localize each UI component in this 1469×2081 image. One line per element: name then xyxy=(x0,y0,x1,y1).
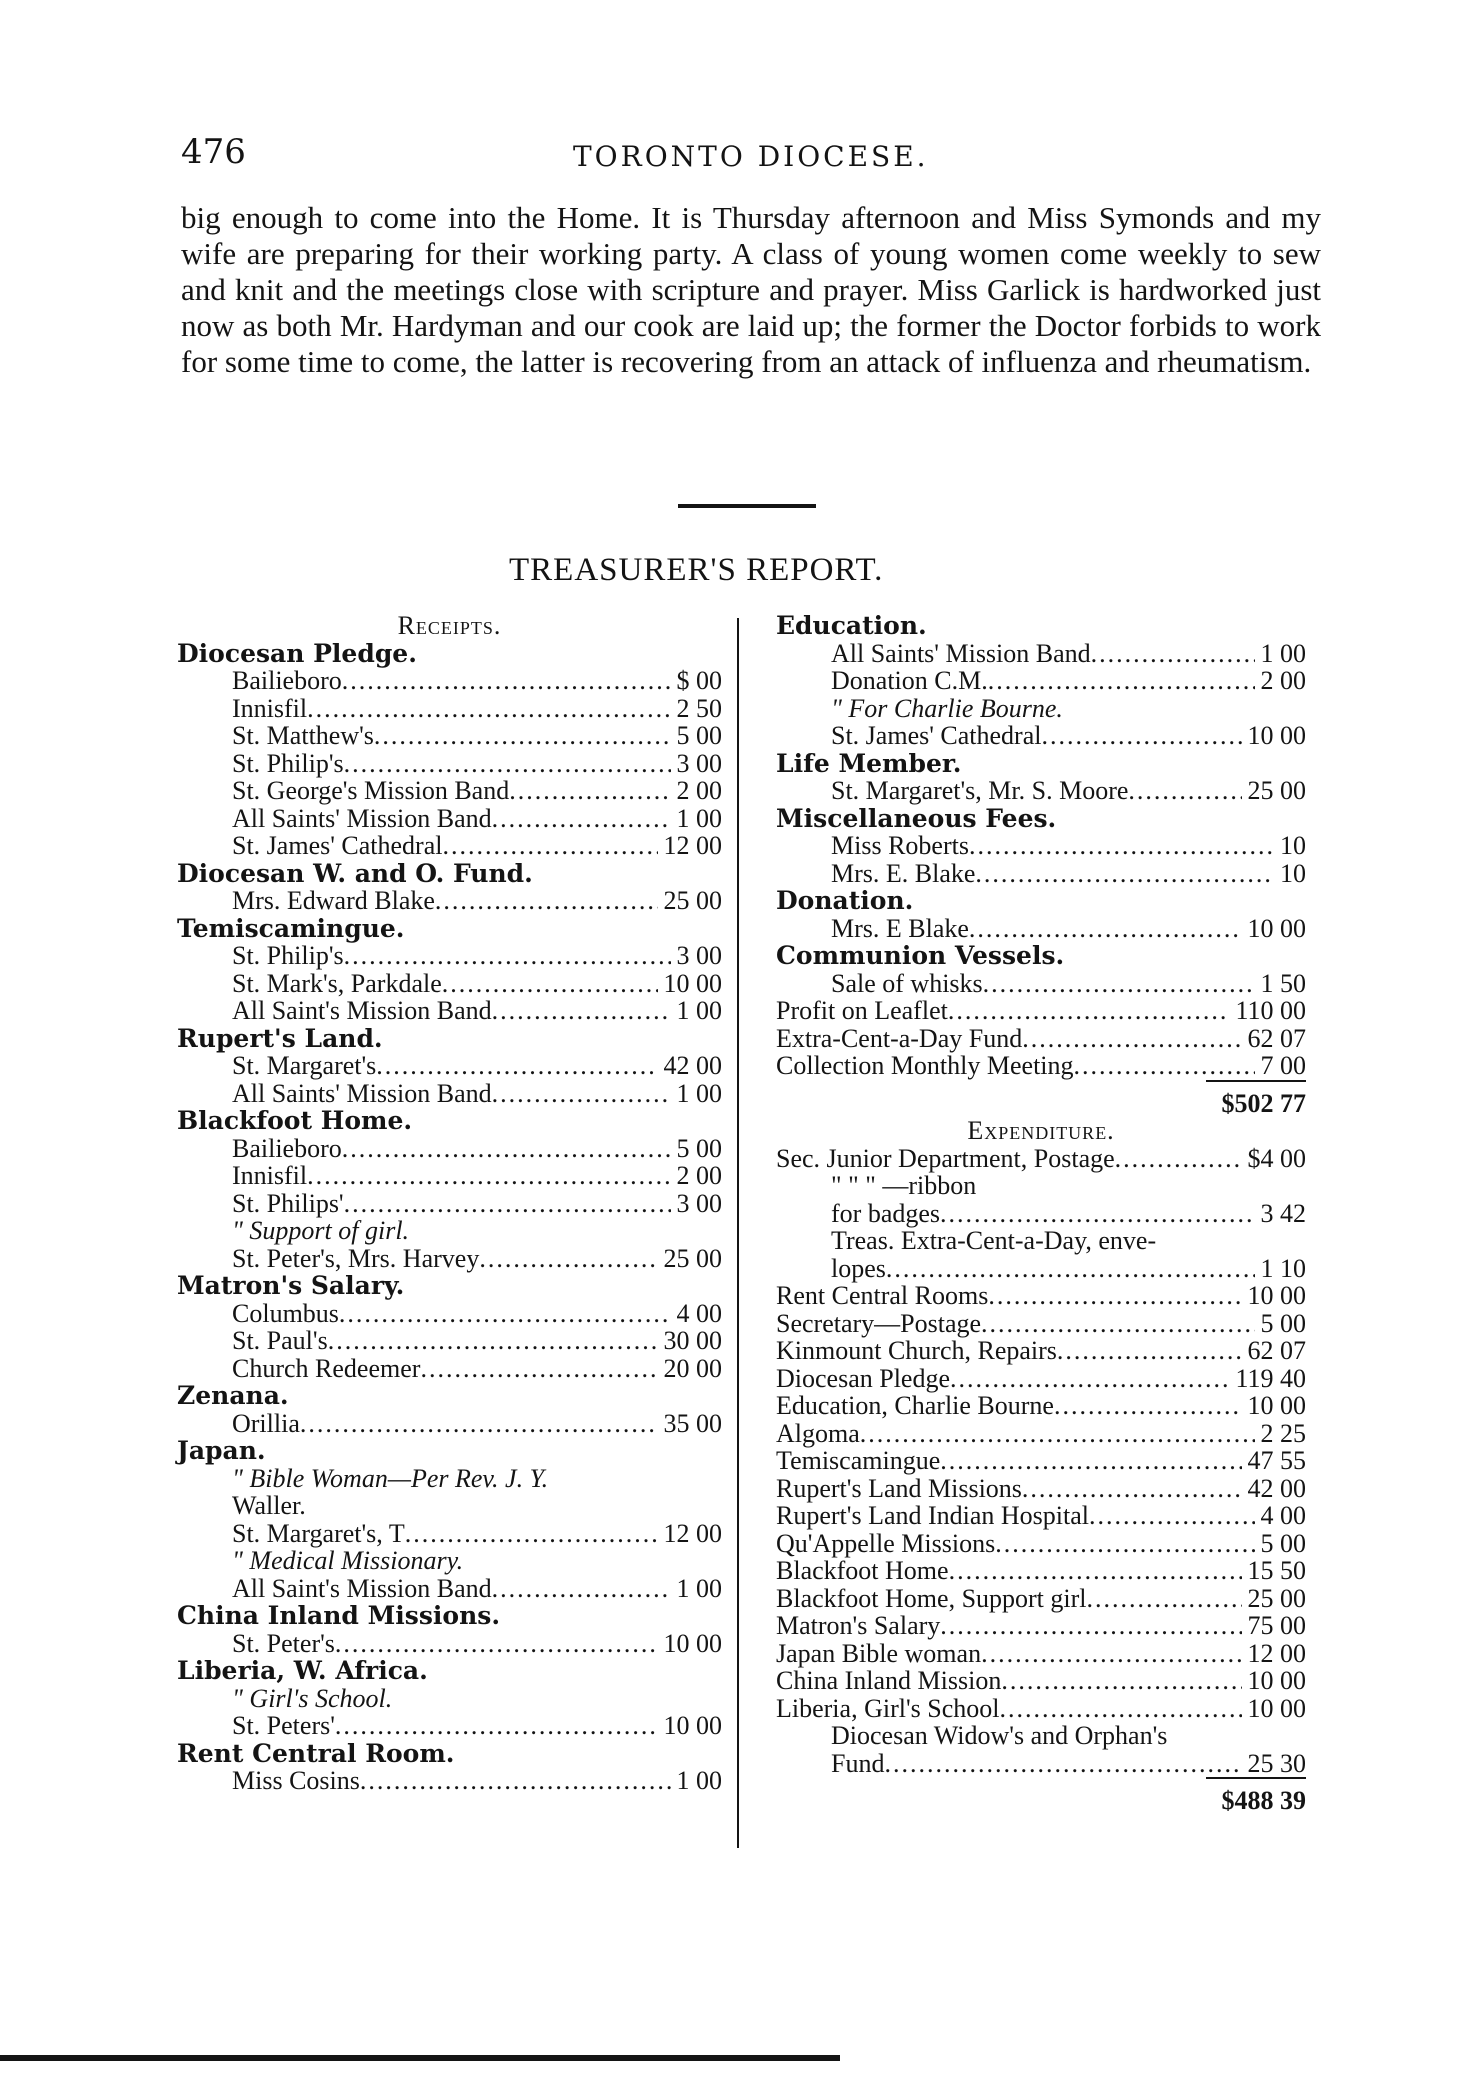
entry-label: Church Redeemer xyxy=(232,1353,421,1383)
entry-label: " " " —ribbon xyxy=(831,1171,977,1200)
account-heading xyxy=(776,887,1306,915)
account-heading xyxy=(177,1437,722,1465)
entry-label: Donation C.M. xyxy=(831,666,988,695)
entry-label: St. Peter's, Mrs. Harvey xyxy=(232,1243,480,1273)
entry-amount: 10 00 xyxy=(663,1711,722,1740)
ledger-row xyxy=(177,750,722,778)
entry-amount: 47 55 xyxy=(1247,1446,1306,1475)
leader-dots xyxy=(1087,1585,1242,1613)
entry-amount: 5 00 xyxy=(1260,1528,1306,1558)
entry-label: Profit on Leaflet xyxy=(776,996,948,1025)
entry-amount: 25 30 xyxy=(1247,1748,1306,1778)
leader-dots xyxy=(492,1080,671,1108)
leader-dots xyxy=(1054,1392,1242,1420)
entry-label: Mrs. E Blake xyxy=(831,913,969,943)
entry-label: Japan. xyxy=(177,1436,266,1465)
ledger-row xyxy=(177,1327,722,1355)
account-heading xyxy=(177,1602,722,1630)
entry-label: Innisfil xyxy=(232,1161,308,1190)
leader-dots xyxy=(328,1327,658,1355)
entry-amount: 25 00 xyxy=(1247,776,1306,805)
ledger-row xyxy=(177,1190,722,1218)
entry-label: Temiscamingue. xyxy=(177,913,405,943)
sum-rule xyxy=(1206,1080,1306,1090)
entry-label: Japan Bible woman xyxy=(776,1638,982,1668)
ledger-row xyxy=(177,695,722,723)
running-head: TORONTO DIOCESE. xyxy=(573,140,929,173)
leader-dots xyxy=(1001,1667,1241,1695)
entry-amount: 10 00 xyxy=(663,1628,722,1658)
entry-label: Qu'Appelle Missions xyxy=(776,1528,996,1558)
ledger-row xyxy=(177,942,722,970)
ledger-row xyxy=(177,1355,722,1383)
ledger-row xyxy=(776,1052,1306,1080)
entry-label: Sec. Junior Department, Postage xyxy=(776,1143,1115,1173)
ledger-row xyxy=(776,970,1306,998)
leader-dots xyxy=(969,832,1274,860)
entry-amount: 1 00 xyxy=(676,1078,722,1108)
entry-label: Blackfoot Home. xyxy=(177,1106,413,1135)
entry-label: St. Philip's xyxy=(232,941,344,970)
text-row xyxy=(776,1227,1306,1255)
leader-dots xyxy=(1057,1337,1242,1365)
entry-amount: 1 00 xyxy=(1260,638,1306,668)
entry-label: Diocesan Pledge. xyxy=(177,638,417,668)
entry-label: Treas. Extra-Cent-a-Day, enve- xyxy=(831,1226,1157,1255)
leader-dots xyxy=(492,805,671,833)
ledger-row xyxy=(776,1695,1306,1723)
entry-amount: 25 00 xyxy=(1247,1583,1306,1613)
ledger-row xyxy=(177,1052,722,1080)
entry-label: St. Margaret's xyxy=(232,1051,377,1080)
entry-label: St. George's Mission Band xyxy=(232,776,510,805)
leader-dots xyxy=(988,1282,1241,1310)
entry-amount: 2 00 xyxy=(676,1161,722,1190)
entry-label: Fund xyxy=(831,1748,885,1778)
account-heading xyxy=(776,750,1306,778)
entry-label: St. Peters' xyxy=(232,1711,335,1740)
leader-dots xyxy=(374,722,671,750)
entry-amount: 2 00 xyxy=(676,776,722,805)
ledger-row xyxy=(177,1135,722,1163)
ledger-row xyxy=(177,722,722,750)
leader-dots xyxy=(442,970,658,998)
right-column xyxy=(776,612,1306,1815)
entry-amount: 1 00 xyxy=(676,1766,722,1795)
ledger-row xyxy=(177,997,722,1025)
entry-label: Miscellaneous Fees. xyxy=(776,803,1057,833)
ledger-row xyxy=(776,1025,1306,1053)
leader-dots xyxy=(1128,777,1241,805)
entry-label: Miss Cosins xyxy=(232,1766,360,1795)
leader-dots xyxy=(940,1612,1241,1640)
note-row xyxy=(177,1547,722,1575)
account-heading xyxy=(177,1025,722,1053)
ledger-row xyxy=(776,1255,1306,1283)
leader-dots xyxy=(860,1420,1255,1448)
ledger-row xyxy=(177,832,722,860)
ledger-row xyxy=(177,1575,722,1603)
note-row xyxy=(177,1465,722,1493)
entry-amount: 5 00 xyxy=(1260,1308,1306,1338)
leader-dots xyxy=(981,1640,1241,1668)
entry-label: St. James' Cathedral xyxy=(232,831,443,860)
entry-label: St. Margaret's, Mr. S. Moore xyxy=(831,776,1129,805)
ledger-row xyxy=(776,1447,1306,1475)
entry-amount: 10 xyxy=(1280,858,1306,888)
ledger-row xyxy=(776,1145,1306,1173)
leader-dots xyxy=(335,1630,658,1658)
entry-label: Diocesan W. and O. Fund. xyxy=(177,858,533,888)
leader-dots xyxy=(949,1557,1242,1585)
entry-label: Zenana. xyxy=(177,1381,289,1410)
leader-dots xyxy=(376,1052,657,1080)
entry-label: Bailieboro xyxy=(232,1133,342,1163)
entry-amount: 2 25 xyxy=(1260,1418,1306,1448)
entry-amount: 10 00 xyxy=(1247,913,1306,943)
entry-label: St. Mark's, Parkdale xyxy=(232,968,442,998)
entry-amount: 10 xyxy=(1280,831,1306,860)
entry-label: Rupert's Land. xyxy=(177,1023,383,1053)
entry-amount: 119 40 xyxy=(1235,1363,1306,1393)
ledger-row xyxy=(776,1337,1306,1365)
entry-amount: 25 00 xyxy=(663,886,722,915)
leader-dots xyxy=(995,1530,1254,1558)
account-heading xyxy=(177,915,722,943)
leader-dots xyxy=(1022,1475,1242,1503)
text-row xyxy=(776,1722,1306,1750)
entry-amount: 75 00 xyxy=(1247,1611,1306,1640)
entry-label: Donation. xyxy=(776,886,914,915)
entry-amount: 25 00 xyxy=(663,1243,722,1273)
entry-amount: 10 00 xyxy=(1247,1281,1306,1310)
account-heading xyxy=(177,1272,722,1300)
entry-label: lopes xyxy=(831,1253,886,1283)
entry-amount: 12 00 xyxy=(663,1518,722,1548)
ledger-row xyxy=(776,1585,1306,1613)
entry-label: All Saints' Mission Band xyxy=(232,803,492,833)
entry-label: for badges xyxy=(831,1198,941,1228)
entry-label: Diocesan Widow's and Orphan's xyxy=(831,1721,1168,1750)
entry-label: St. Philips' xyxy=(232,1188,344,1218)
entry-amount: 62 07 xyxy=(1247,1023,1306,1053)
leader-dots xyxy=(344,1190,671,1218)
expenditure-total: $488 39 xyxy=(1221,1786,1306,1815)
leader-dots xyxy=(509,777,670,805)
intro-paragraph: big enough to come into the Home. It is Thursday afternoon and Miss Symonds and my wife are preparing for their working party. A class of young women come weekly to sew and knit and the meetings close with scripture and prayer. Miss Garlick is hardworked just now as both Mr. Hardyman and our cook are laid up; the former the Doctor forbids to work for some time to come, the latter is recovering from an attack of influenza and rheumatism. xyxy=(181,200,1321,379)
entry-amount: 12 00 xyxy=(1247,1638,1306,1668)
ledger-row xyxy=(177,1410,722,1438)
entry-label: Blackfoot Home xyxy=(776,1556,949,1585)
entry-label: Extra-Cent-a-Day Fund xyxy=(776,1023,1023,1053)
entry-amount: 10 00 xyxy=(663,968,722,998)
ledger-row xyxy=(177,1630,722,1658)
account-heading xyxy=(177,860,722,888)
ledger-row xyxy=(177,1162,722,1190)
ledger-row xyxy=(177,777,722,805)
leader-dots xyxy=(442,832,657,860)
entry-label: Rent Central Room. xyxy=(177,1738,455,1768)
ledger-row xyxy=(177,887,722,915)
entry-label: Secretary—Postage xyxy=(776,1308,982,1338)
ledger-row xyxy=(177,1712,722,1740)
ledger-row xyxy=(776,667,1306,695)
leader-dots xyxy=(344,750,671,778)
account-heading xyxy=(177,640,722,668)
entry-label: Temiscamingue xyxy=(776,1446,941,1475)
ledger-row xyxy=(177,1767,722,1795)
leader-dots xyxy=(884,1750,1241,1778)
entry-label: St. Matthew's xyxy=(232,721,374,750)
ledger-row xyxy=(177,970,722,998)
leader-dots xyxy=(983,970,1255,998)
expenditure-heading: Expenditure. xyxy=(967,1116,1115,1145)
entry-label: China Inland Missions. xyxy=(177,1601,501,1630)
leader-dots xyxy=(300,1410,658,1438)
entry-amount: $ 00 xyxy=(676,666,722,695)
ledger-row xyxy=(177,1520,722,1548)
entry-amount: 10 00 xyxy=(1247,721,1306,750)
leader-dots xyxy=(492,1575,671,1603)
leader-dots xyxy=(405,1520,658,1548)
entry-label: " Girl's School. xyxy=(232,1683,393,1713)
report-title: TREASURER'S REPORT. xyxy=(509,552,884,588)
leader-dots xyxy=(969,915,1242,943)
entry-label: St. James' Cathedral xyxy=(831,721,1042,750)
ledger-row xyxy=(776,1420,1306,1448)
entry-label: St. Paul's xyxy=(232,1326,328,1355)
ledger-row xyxy=(177,1300,722,1328)
leader-dots xyxy=(1091,640,1255,668)
entry-amount: 42 00 xyxy=(663,1051,722,1080)
receipts-total: $502 77 xyxy=(1221,1088,1306,1118)
entry-amount: 12 00 xyxy=(663,831,722,860)
leader-dots xyxy=(492,997,671,1025)
entry-label: Bailieboro xyxy=(232,666,342,695)
entry-label: Education. xyxy=(776,611,927,640)
entry-label: Innisfil xyxy=(232,693,308,723)
leader-dots xyxy=(479,1245,657,1273)
ledger-row xyxy=(776,1310,1306,1338)
ledger-row xyxy=(776,640,1306,668)
page-number: 476 xyxy=(181,132,246,172)
entry-label: " Medical Missionary. xyxy=(232,1546,464,1575)
leader-dots xyxy=(344,942,671,970)
entry-amount: 3 00 xyxy=(676,941,722,970)
entry-label: St. Peter's xyxy=(232,1628,335,1658)
leader-dots xyxy=(1115,1145,1242,1173)
ledger-row xyxy=(776,1502,1306,1530)
account-heading xyxy=(177,1382,722,1410)
ledger-row xyxy=(776,1667,1306,1695)
entry-amount: 4 00 xyxy=(1260,1501,1306,1530)
entry-label: Blackfoot Home, Support girl xyxy=(776,1583,1087,1613)
entry-amount: 5 00 xyxy=(676,721,722,750)
entry-label: Diocesan Pledge xyxy=(776,1363,951,1393)
entry-label: Education, Charlie Bourne xyxy=(776,1391,1054,1420)
leader-dots xyxy=(948,997,1230,1025)
entry-amount: 20 00 xyxy=(663,1353,722,1383)
entry-label: Rupert's Land Indian Hospital xyxy=(776,1501,1090,1530)
leader-dots xyxy=(360,1767,671,1795)
ledger-row xyxy=(776,860,1306,888)
ledger-row xyxy=(776,915,1306,943)
leader-dots xyxy=(940,1200,1254,1228)
ledger-row xyxy=(776,1365,1306,1393)
receipts-heading: Receipts. xyxy=(397,611,502,640)
leader-dots xyxy=(950,1365,1229,1393)
note-row xyxy=(776,695,1306,723)
note-row xyxy=(177,1217,722,1245)
leader-dots xyxy=(999,1695,1241,1723)
entry-amount: $4 00 xyxy=(1247,1143,1306,1173)
ledger-row xyxy=(776,1200,1306,1228)
entry-amount: 7 00 xyxy=(1260,1051,1306,1080)
entry-amount: 30 00 xyxy=(663,1326,722,1355)
ledger-row xyxy=(776,777,1306,805)
entry-amount: 1 00 xyxy=(676,996,722,1025)
entry-label: Life Member. xyxy=(776,748,962,778)
entry-label: Matron's Salary. xyxy=(177,1271,405,1300)
entry-amount: 3 42 xyxy=(1260,1198,1306,1228)
entry-amount: 62 07 xyxy=(1247,1336,1306,1365)
ledger-row xyxy=(776,1530,1306,1558)
entry-label: Communion Vessels. xyxy=(776,941,1065,970)
leader-dots xyxy=(1022,1025,1241,1053)
ledger-row xyxy=(776,1750,1306,1778)
ledger-row xyxy=(177,805,722,833)
text-row xyxy=(776,1172,1306,1200)
leader-dots xyxy=(307,695,670,723)
receipts-column xyxy=(177,612,722,1795)
account-heading xyxy=(177,1740,722,1768)
entry-label: Kinmount Church, Repairs xyxy=(776,1336,1057,1365)
entry-label: All Saint's Mission Band xyxy=(232,996,492,1025)
entry-label: Columbus xyxy=(232,1298,339,1328)
entry-label: " For Charlie Bourne. xyxy=(831,693,1063,723)
entry-amount: 42 00 xyxy=(1247,1473,1306,1503)
leader-dots xyxy=(435,887,658,915)
section-divider xyxy=(678,504,816,508)
entry-amount: 10 00 xyxy=(1247,1666,1306,1695)
entry-label: Mrs. E. Blake xyxy=(831,858,976,888)
entry-amount: 3 00 xyxy=(676,748,722,778)
entry-label: Rent Central Rooms xyxy=(776,1281,989,1310)
bottom-rule xyxy=(0,2055,840,2061)
ledger-row xyxy=(177,667,722,695)
ledger-row xyxy=(776,722,1306,750)
account-heading xyxy=(177,1107,722,1135)
entry-label: " Bible Woman—Per Rev. J. Y. xyxy=(232,1463,549,1493)
entry-amount: 1 50 xyxy=(1260,968,1306,998)
ledger-row xyxy=(776,832,1306,860)
entry-label: St. Philip's xyxy=(232,748,344,778)
entry-label: Algoma xyxy=(776,1418,860,1448)
column-divider xyxy=(737,618,739,1848)
account-heading xyxy=(776,942,1306,970)
entry-amount: 10 00 xyxy=(1247,1693,1306,1723)
entry-label: Liberia, W. Africa. xyxy=(177,1656,428,1685)
entry-amount: 1 00 xyxy=(676,1573,722,1603)
ledger-row xyxy=(776,1640,1306,1668)
entry-amount: 3 00 xyxy=(676,1188,722,1218)
entry-label: " Support of girl. xyxy=(232,1216,410,1245)
ledger-row xyxy=(776,1475,1306,1503)
entry-label: Orillia xyxy=(232,1408,300,1438)
entry-amount: 15 50 xyxy=(1247,1556,1306,1585)
entry-label: China Inland Mission xyxy=(776,1666,1002,1695)
entry-label: St. Margaret's, T xyxy=(232,1518,405,1548)
entry-label: Waller. xyxy=(232,1491,306,1520)
entry-amount: 4 00 xyxy=(676,1298,722,1328)
ledger-row xyxy=(776,1612,1306,1640)
ledger-row xyxy=(776,1557,1306,1585)
entry-label: Rupert's Land Missions xyxy=(776,1473,1022,1503)
leader-dots xyxy=(339,1300,671,1328)
leader-dots xyxy=(1089,1502,1254,1530)
leader-dots xyxy=(342,667,671,695)
entry-amount: 1 10 xyxy=(1260,1253,1306,1283)
leader-dots xyxy=(342,1135,671,1163)
entry-amount: 5 00 xyxy=(676,1133,722,1163)
leader-dots xyxy=(307,1162,670,1190)
entry-label: Mrs. Edward Blake xyxy=(232,886,435,915)
entry-amount: 110 00 xyxy=(1235,996,1306,1025)
account-heading xyxy=(776,612,1306,640)
leader-dots xyxy=(420,1355,657,1383)
ledger-row xyxy=(177,1245,722,1273)
leader-dots xyxy=(988,667,1255,695)
ledger-row xyxy=(776,1392,1306,1420)
leader-dots xyxy=(1074,1052,1255,1080)
entry-amount: 35 00 xyxy=(663,1408,722,1438)
entry-amount: 1 00 xyxy=(676,803,722,833)
account-heading xyxy=(776,805,1306,833)
leader-dots xyxy=(975,860,1274,888)
entry-label: All Saints' Mission Band xyxy=(232,1078,492,1108)
ledger-row xyxy=(776,1282,1306,1310)
text-row xyxy=(177,1492,722,1520)
entry-label: All Saints' Mission Band xyxy=(831,638,1091,668)
ledger-row xyxy=(177,1080,722,1108)
note-row xyxy=(177,1685,722,1713)
leader-dots xyxy=(981,1310,1254,1338)
entry-label: All Saint's Mission Band xyxy=(232,1573,492,1603)
leader-dots xyxy=(1041,722,1241,750)
account-heading xyxy=(177,1657,722,1685)
entry-label: Liberia, Girl's School xyxy=(776,1693,1000,1723)
entry-amount: 10 00 xyxy=(1247,1391,1306,1420)
entry-label: Collection Monthly Meeting xyxy=(776,1051,1074,1080)
leader-dots xyxy=(940,1447,1241,1475)
entry-label: Matron's Salary xyxy=(776,1611,941,1640)
leader-dots xyxy=(335,1712,658,1740)
entry-label: Miss Roberts xyxy=(831,831,969,860)
entry-amount: 2 00 xyxy=(1260,666,1306,695)
leader-dots xyxy=(886,1255,1255,1283)
ledger-row xyxy=(776,997,1306,1025)
entry-label: Sale of whisks xyxy=(831,968,983,998)
entry-amount: 2 50 xyxy=(676,693,722,723)
